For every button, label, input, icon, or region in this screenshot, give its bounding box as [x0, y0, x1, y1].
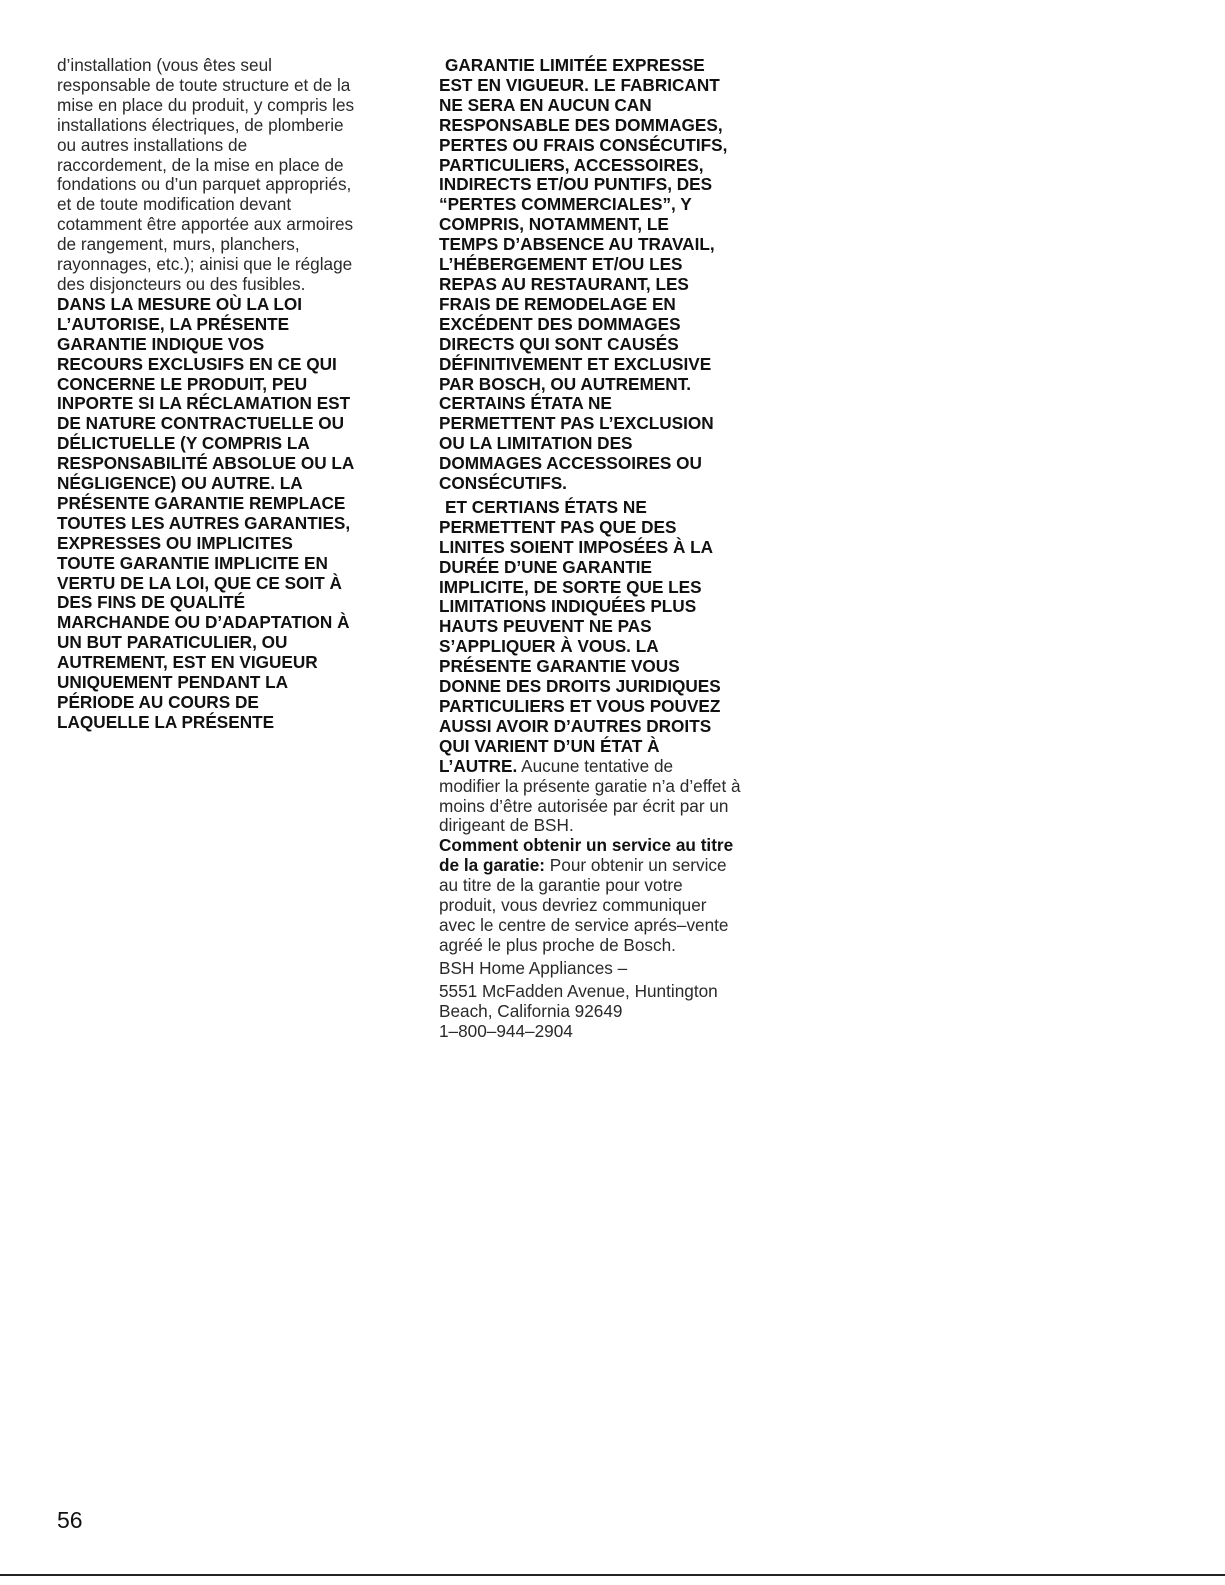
text-line: DE NATURE CONTRACTUELLE OU [57, 413, 345, 434]
text-line: PÉRIODE AU COURS DE [57, 692, 259, 712]
text-line: EXCÉDENT DES DOMMAGES [439, 313, 681, 334]
text-line: GARANTIE LIMITÉE EXPRESSE [445, 55, 705, 75]
text-line: fondations ou d’un parquet appropriés, [57, 174, 352, 195]
text-line: moins d’être autorisée par écrit par un [439, 795, 729, 816]
text-line: LINITES SOIENT IMPOSÉES À LA [439, 536, 714, 557]
text-line: rayonnages, etc.); ainisi que le réglage [57, 254, 353, 275]
left-column [57, 56, 397, 733]
text-line: UN BUT PARATICULIER, OU [57, 632, 288, 653]
text-line: L’HÉBERGEMENT ET/OU LES [439, 254, 683, 275]
page-number: 56 [57, 1507, 83, 1533]
text-line: DIRECTS QUI SONT CAUSÉS [439, 333, 679, 354]
service-heading-bold: de la garatie: [439, 855, 546, 876]
text-line: RESPONSABLE DES DOMMAGES, [439, 114, 723, 135]
text-line: produit, vous devriez communiquer [439, 895, 707, 916]
phone-number: 1–800–944–2904 [439, 1020, 573, 1041]
text-line: PRÉSENTE GARANTIE VOUS [439, 656, 680, 677]
text-line: NE SERA EN AUCUN CAN [439, 94, 652, 115]
text-line: CONCERNE LE PRODUIT, PEU [57, 373, 308, 394]
bottom-rule [0, 1574, 1225, 1576]
text-line: responsable de toute structure et de la [57, 74, 351, 95]
lautre-light: Aucune tentative de [517, 755, 674, 776]
text-line: EST EN VIGUEUR. LE FABRICANT [439, 74, 720, 95]
text-line: PAR BOSCH, OU AUTREMENT. [439, 373, 692, 394]
liability-paragraph [439, 56, 784, 494]
text-line: au titre de la garantie pour votre [439, 875, 683, 896]
text-line: PARTICULIERS, ACCESSOIRES, [439, 154, 704, 175]
company-name: BSH Home Appliances – [439, 957, 628, 978]
text-line: OU LA LIMITATION DES [439, 433, 633, 454]
text-line: d’installation (vous êtes seul [57, 55, 272, 75]
text-line: LIMITATIONS INDIQUÉES PLUS [439, 596, 697, 617]
text-line: AUSSI AVOIR D’AUTRES DROITS [439, 715, 712, 736]
text-line [439, 757, 784, 777]
text-line: PERMETTENT PAS QUE DES [439, 516, 677, 537]
text-line: ou autres installations de [57, 134, 248, 155]
text-line: DÉLICTUELLE (Y COMPRIS LA [57, 433, 310, 454]
text-line: DÉFINITIVEMENT ET EXCLUSIVE [439, 353, 712, 374]
text-line: RECOURS EXCLUSIFS EN CE QUI [57, 353, 337, 374]
text-line: FRAIS DE REMODELAGE EN [439, 293, 676, 314]
address-line: Beach, California 92649 [439, 1000, 623, 1021]
text-line: CERTAINS ÉTATA NE [439, 393, 612, 414]
installation-paragraph [57, 56, 397, 295]
text-line: DURÉE D’UNE GARANTIE [439, 556, 652, 577]
text-line: DONNE DES DROITS JURIDIQUES [439, 676, 721, 697]
text-line: raccordement, de la mise en place de [57, 154, 344, 175]
text-line: CONSÉCUTIFS. [439, 473, 567, 494]
text-line: DANS LA MESURE OÙ LA LOI [57, 293, 303, 314]
text-line [439, 856, 784, 876]
service-heading: Comment obtenir un service au titre [439, 835, 734, 856]
text-line: DOMMAGES ACCESSOIRES OU [439, 453, 702, 474]
text-line: QUI VARIENT D’UN ÉTAT À [439, 735, 660, 756]
company-address [439, 959, 784, 1042]
text-line: TOUTES LES AUTRES GARANTIES, [57, 512, 351, 533]
text-line: ET CERTIANS ÉTATS NE [445, 496, 647, 517]
text-line: mise en place du produit, y compris les [57, 94, 355, 115]
text-line: L’AUTORISE, LA PRÉSENTE [57, 313, 290, 334]
text-line: “PERTES COMMERCIALES”, Y [439, 194, 692, 215]
text-line: TOUTE GARANTIE IMPLICITE EN [57, 552, 328, 573]
text-line: LAQUELLE LA PRÉSENTE [57, 711, 275, 732]
text-line: MARCHANDE OU D’ADAPTATION À [57, 612, 350, 633]
text-line: et de toute modification devant [57, 194, 292, 215]
text-line: PRÉSENTE GARANTIE REMPLACE [57, 492, 346, 513]
text-line: PERTES OU FRAIS CONSÉCUTIFS, [439, 134, 728, 155]
text-line: INPORTE SI LA RÉCLAMATION EST [57, 393, 351, 414]
text-line: GARANTIE INDIQUE VOS [57, 333, 265, 354]
text-line: VERTU DE LA LOI, QUE CE SOIT À [57, 572, 342, 593]
exclusive-remedies-paragraph [57, 295, 397, 733]
text-line: EXPRESSES OU IMPLICITES [57, 532, 293, 553]
text-line: AUTREMENT, EST EN VIGUEUR [57, 652, 318, 673]
text-line: dirigeant de BSH. [439, 815, 574, 836]
text-line: REPAS AU RESTAURANT, LES [439, 273, 689, 294]
text-line: cotamment être apportée aux armoires [57, 214, 354, 235]
text-line: COMPRIS, NOTAMMENT, LE [439, 214, 669, 235]
text-line: UNIQUEMENT PENDANT LA [57, 672, 289, 693]
text-line: RESPONSABILITÉ ABSOLUE OU LA [57, 453, 355, 474]
address-line: 5551 McFadden Avenue, Huntington [439, 980, 718, 1001]
text-line: avec le centre de service aprés–vente [439, 914, 729, 935]
text-line: de rangement, murs, planchers, [57, 234, 300, 255]
text-line: agréé le plus proche de Bosch. [439, 934, 676, 955]
text-line: modifier la présente garatie n’a d’effet à [439, 775, 741, 796]
text-line: HAUTS PEUVENT NE PAS [439, 616, 652, 637]
implied-warranty-paragraph [439, 498, 784, 836]
text-line: S’APPLIQUER À VOUS. LA [439, 636, 659, 657]
text-line: NÉGLIGENCE) OU AUTRE. LA [57, 473, 303, 494]
text-line: DES FINS DE QUALITÉ [57, 592, 246, 613]
text-line: TEMPS D’ABSENCE AU TRAVAIL, [439, 234, 715, 255]
text-line: INDIRECTS ET/OU PUNTIFS, DES [439, 174, 713, 195]
text-line: IMPLICITE, DE SORTE QUE LES [439, 576, 702, 597]
text-line: des disjoncteurs ou des fusibles. [57, 273, 306, 294]
text-line: installations électriques, de plomberie [57, 114, 344, 135]
lautre-bold: L’AUTRE. [439, 755, 518, 776]
text-line: PERMETTENT PAS L’EXCLUSION [439, 413, 714, 434]
right-column [439, 56, 784, 1041]
service-heading-light: Pour obtenir un service [545, 855, 727, 876]
text-line: PARTICULIERS ET VOUS POUVEZ [439, 696, 721, 716]
service-paragraph [439, 836, 784, 955]
